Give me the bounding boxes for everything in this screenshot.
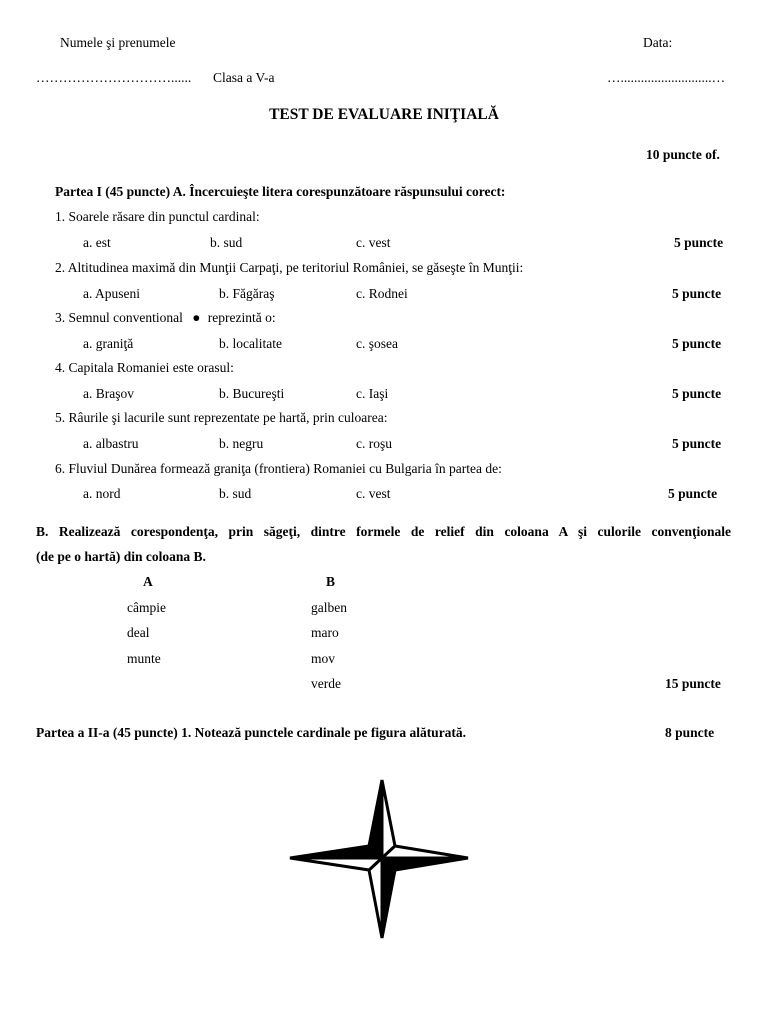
q1-option-a: a. est (83, 235, 111, 250)
col-a-item-munte: munte (127, 651, 161, 666)
q6-points: 5 puncte (668, 486, 718, 501)
q1-option-c: c. vest (356, 235, 391, 250)
question-3-text-end: reprezintă o: (207, 310, 276, 325)
q4-option-c: c. Iaşi (356, 386, 389, 401)
q5-points: 5 puncte (672, 436, 722, 451)
q6-option-b: b. sud (219, 486, 252, 501)
q2-option-c: c. Rodnei (356, 286, 408, 301)
question-2: 2. Altitudinea maximă din Munţii Carpaţi, pe teritoriul României, se găseşte în Munţii: (55, 260, 524, 275)
column-b-header: B (326, 574, 336, 589)
col-a-item-campie: câmpie (127, 600, 166, 615)
q3-points: 5 puncte (672, 336, 722, 351)
question-1: 1. Soarele răsare din punctul cardinal: (55, 209, 260, 224)
partB-points: 15 puncte (665, 676, 721, 691)
q1-points: 5 puncte (674, 235, 724, 250)
question-6: 6. Fluviul Dunărea formează graniţa (frontiera) Romaniei cu Bulgaria în partea de: (55, 461, 502, 476)
q2-option-a: a. Apuseni (83, 286, 140, 301)
partB-heading-line2: (de pe o hartă) din coloana B. (36, 549, 206, 564)
col-b-item-mov: mov (311, 651, 336, 666)
question-5: 5. Râurile şi lacurile sunt reprezentate pe hartă, prin culoarea: (55, 410, 388, 425)
q2-points: 5 puncte (672, 286, 722, 301)
question-4: 4. Capitala Romaniei este orasul: (55, 360, 234, 375)
class-label: Clasa a V-a (213, 70, 275, 85)
q1-option-b: b. sud (210, 235, 243, 250)
part2-heading: Partea a II-a (45 puncte) 1. Notează punctele cardinale pe figura alăturată. (36, 725, 467, 740)
points-offered: 10 puncte of. (646, 147, 720, 162)
q4-points: 5 puncte (672, 386, 722, 401)
name-label: Numele şi prenumele (60, 35, 176, 50)
q4-option-b: b. Bucureşti (219, 386, 285, 401)
compass-rose-icon (265, 760, 500, 950)
q5-option-b: b. negru (219, 436, 264, 451)
q6-option-a: a. nord (83, 486, 121, 501)
q3-option-b: b. localitate (219, 336, 282, 351)
col-b-item-maro: maro (311, 625, 339, 640)
q5-option-a: a. albastru (83, 436, 139, 451)
question-3 (55, 310, 276, 326)
col-a-item-deal: deal (127, 625, 150, 640)
q6-option-c: c. vest (356, 486, 391, 501)
column-a-header: A (143, 574, 153, 589)
date-dots: …...........................… (607, 70, 726, 85)
part2-points: 8 puncte (665, 725, 715, 740)
name-dots: …………………………...... (36, 70, 192, 85)
q5-option-c: c. roşu (356, 436, 392, 451)
part1-heading: Partea I (45 puncte) A. Încercuieşte litera corespunzătoare răspunsului corect: (55, 184, 506, 199)
test-title: TEST DE EVALUARE INIŢIALĂ (269, 106, 499, 123)
q2-option-b: b. Făgăraş (219, 286, 275, 301)
q3-option-a: a. graniţă (83, 336, 134, 351)
col-b-item-galben: galben (311, 600, 347, 615)
q4-option-a: a. Braşov (83, 386, 134, 401)
q3-option-c: c. şosea (356, 336, 398, 351)
col-b-item-verde: verde (311, 676, 341, 691)
partB-heading-line1: B. Realizează corespondenţa, prin săgeţi, dintre formele de relief din coloana A şi culorile convenţionale (36, 524, 731, 539)
question-3-text: 3. Semnul conventional (55, 310, 183, 325)
locality-symbol-icon: ● (192, 310, 201, 325)
date-label: Data: (643, 35, 673, 50)
